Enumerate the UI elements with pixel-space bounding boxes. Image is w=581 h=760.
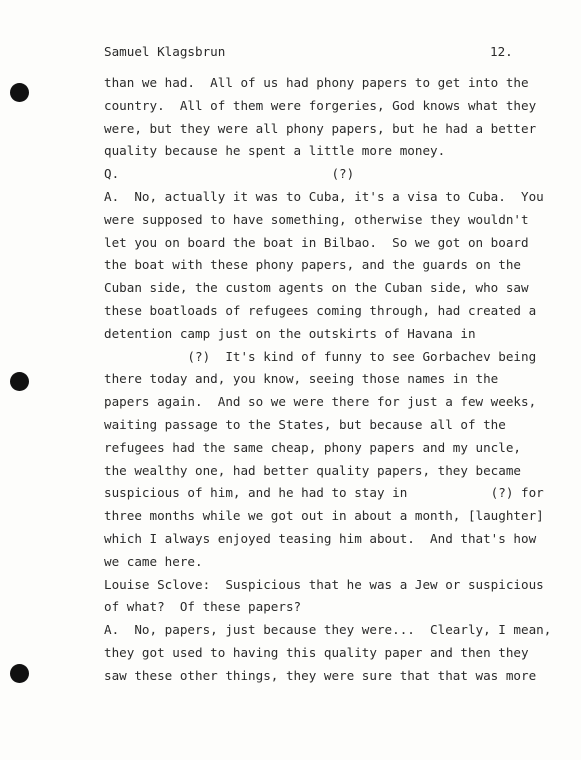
transcript-line: were, but they were all phony papers, but he had a better: [104, 120, 537, 136]
transcript-line: papers again. And so we were there for just a few weeks,: [104, 394, 537, 410]
page-number: 12.: [490, 44, 513, 59]
transcript-line: than we had. All of us had phony papers to get into the: [104, 75, 529, 90]
transcript-line: of what? Of these papers?: [104, 599, 302, 615]
punch-hole-top: [10, 83, 29, 102]
punch-hole-middle: [10, 372, 29, 391]
transcript-line: A. No, actually it was to Cuba, it's a visa to Cuba. You: [104, 189, 544, 204]
transcript-line: (?) It's kind of funny to see Gorbachev being: [104, 348, 537, 364]
transcript-line: waiting passage to the States, but because all of the: [104, 417, 506, 432]
transcript-line: these boatloads of refugees coming through, had created a: [104, 303, 537, 318]
transcript-line: let you on board the boat in Bilbao. So we got on board: [104, 234, 529, 250]
transcript-line: Cuban side, the custom agents on the Cuban side, who saw: [104, 280, 529, 296]
punch-hole-bottom: [10, 664, 29, 683]
transcript-line: refugees had the same cheap, phony papers and my uncle,: [104, 439, 522, 455]
transcript-line: detention camp just on the outskirts of Havana in: [104, 325, 476, 341]
transcript-line: which I always enjoyed teasing him about. And that's how: [104, 531, 537, 546]
transcript-line: suspicious of him, and he had to stay in (?) for: [104, 485, 544, 501]
transcript-line: were supposed to have something, otherwise they wouldn't: [104, 211, 529, 227]
transcript-line: Louise Sclove: Suspicious that he was a Jew or suspicious: [104, 576, 544, 592]
transcript-line: Q. (?): [104, 166, 355, 182]
transcript-line: A. No, papers, just because they were... Clearly, I mean,: [104, 622, 552, 638]
header-speaker-name: Samuel Klagsbrun: [104, 44, 226, 59]
transcript-line: the boat with these phony papers, and the guards on the: [104, 257, 522, 273]
transcript-line: they got used to having this quality paper and then they: [104, 645, 529, 660]
transcript-line: the wealthy one, had better quality papers, they became: [104, 462, 522, 478]
transcript-line: country. All of them were forgeries, God knows what they: [104, 97, 537, 113]
transcript-line: quality because he spent a little more money.: [104, 143, 446, 159]
transcript-line: saw these other things, they were sure that that was more: [104, 667, 537, 683]
transcript-line: there today and, you know, seeing those names in the: [104, 371, 499, 387]
transcript-line: we came here.: [104, 553, 203, 569]
transcript-line: three months while we got out in about a month, [laughter]: [104, 508, 544, 524]
